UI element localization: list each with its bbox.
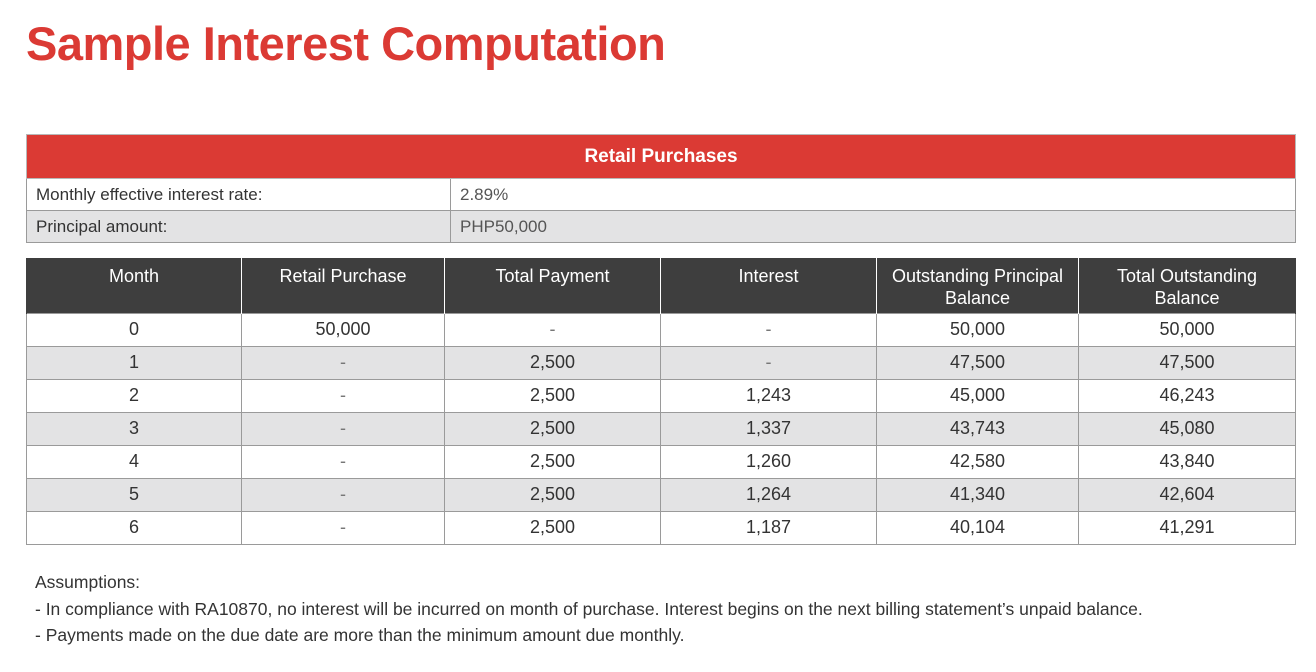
assumption-item: - In compliance with RA10870, no interest will be incurred on month of purchase. Interest begins on the next billing statement’s unpaid balance. — [35, 598, 1143, 619]
table-row — [27, 412, 1296, 445]
header-outstanding-principal-line2: Balance — [944, 288, 1011, 308]
header-month: Month — [27, 258, 242, 313]
interest-rate-row — [27, 179, 1296, 211]
retail-purchases-banner: Retail Purchases — [27, 135, 1296, 179]
cell-outstanding-principal: 47,500 — [877, 346, 1079, 379]
cell-outstanding-principal: 41,340 — [877, 478, 1079, 511]
interest-rate-value: 2.89% — [451, 179, 1296, 211]
cell-retail-purchase: 50,000 — [242, 313, 445, 346]
header-outstanding-principal — [877, 258, 1079, 313]
cell-total-payment: 2,500 — [445, 412, 661, 445]
cell-outstanding-principal: 50,000 — [877, 313, 1079, 346]
cell-total-payment: 2,500 — [445, 445, 661, 478]
schedule-body — [27, 313, 1296, 544]
header-retail-purchase: Retail Purchase — [242, 258, 445, 313]
cell-total-payment: - — [445, 313, 661, 346]
cell-interest: 1,243 — [661, 379, 877, 412]
assumptions-heading: Assumptions: — [35, 572, 141, 592]
schedule-header-row — [27, 258, 1296, 313]
table-row — [27, 313, 1296, 346]
cell-retail-purchase: - — [242, 445, 445, 478]
interest-rate-label: Monthly effective interest rate: — [27, 179, 451, 211]
cell-month: 3 — [27, 412, 242, 445]
header-total-outstanding — [1079, 258, 1296, 313]
cell-total-payment: 2,500 — [445, 478, 661, 511]
header-outstanding-principal-line1: Outstanding Principal — [891, 266, 1064, 286]
cell-retail-purchase: - — [242, 511, 445, 544]
assumption-item: - Payments made on the due date are more than the minimum amount due monthly. — [35, 625, 685, 645]
cell-total-outstanding: 42,604 — [1079, 478, 1296, 511]
table-row — [27, 511, 1296, 544]
table-row — [27, 478, 1296, 511]
cell-total-outstanding: 50,000 — [1079, 313, 1296, 346]
cell-interest: 1,264 — [661, 478, 877, 511]
cell-total-payment: 2,500 — [445, 346, 661, 379]
table-row — [27, 445, 1296, 478]
cell-month: 0 — [27, 313, 242, 346]
cell-outstanding-principal: 45,000 — [877, 379, 1079, 412]
cell-interest: - — [661, 346, 877, 379]
principal-value: PHP50,000 — [451, 211, 1296, 243]
cell-outstanding-principal: 40,104 — [877, 511, 1079, 544]
cell-interest: 1,187 — [661, 511, 877, 544]
header-total-payment: Total Payment — [445, 258, 661, 313]
assumptions-notes — [35, 569, 1143, 649]
header-total-outstanding-line2: Balance — [1154, 288, 1220, 308]
cell-month: 1 — [27, 346, 242, 379]
cell-month: 6 — [27, 511, 242, 544]
cell-interest: 1,260 — [661, 445, 877, 478]
header-total-outstanding-line1: Total Outstanding — [1116, 266, 1258, 286]
cell-interest: - — [661, 313, 877, 346]
cell-month: 2 — [27, 379, 242, 412]
header-interest: Interest — [661, 258, 877, 313]
cell-retail-purchase: - — [242, 379, 445, 412]
cell-month: 4 — [27, 445, 242, 478]
principal-row — [27, 211, 1296, 243]
summary-table — [26, 134, 1296, 243]
cell-total-payment: 2,500 — [445, 511, 661, 544]
cell-month: 5 — [27, 478, 242, 511]
cell-interest: 1,337 — [661, 412, 877, 445]
cell-total-outstanding: 45,080 — [1079, 412, 1296, 445]
cell-total-outstanding: 43,840 — [1079, 445, 1296, 478]
table-row — [27, 346, 1296, 379]
cell-outstanding-principal: 42,580 — [877, 445, 1079, 478]
payment-schedule-table — [26, 258, 1296, 545]
page-title: Sample Interest Computation — [26, 17, 666, 70]
cell-outstanding-principal: 43,743 — [877, 412, 1079, 445]
cell-total-outstanding: 46,243 — [1079, 379, 1296, 412]
table-row — [27, 379, 1296, 412]
cell-total-outstanding: 47,500 — [1079, 346, 1296, 379]
cell-total-payment: 2,500 — [445, 379, 661, 412]
cell-total-outstanding: 41,291 — [1079, 511, 1296, 544]
principal-label: Principal amount: — [27, 211, 451, 243]
cell-retail-purchase: - — [242, 412, 445, 445]
cell-retail-purchase: - — [242, 478, 445, 511]
cell-retail-purchase: - — [242, 346, 445, 379]
